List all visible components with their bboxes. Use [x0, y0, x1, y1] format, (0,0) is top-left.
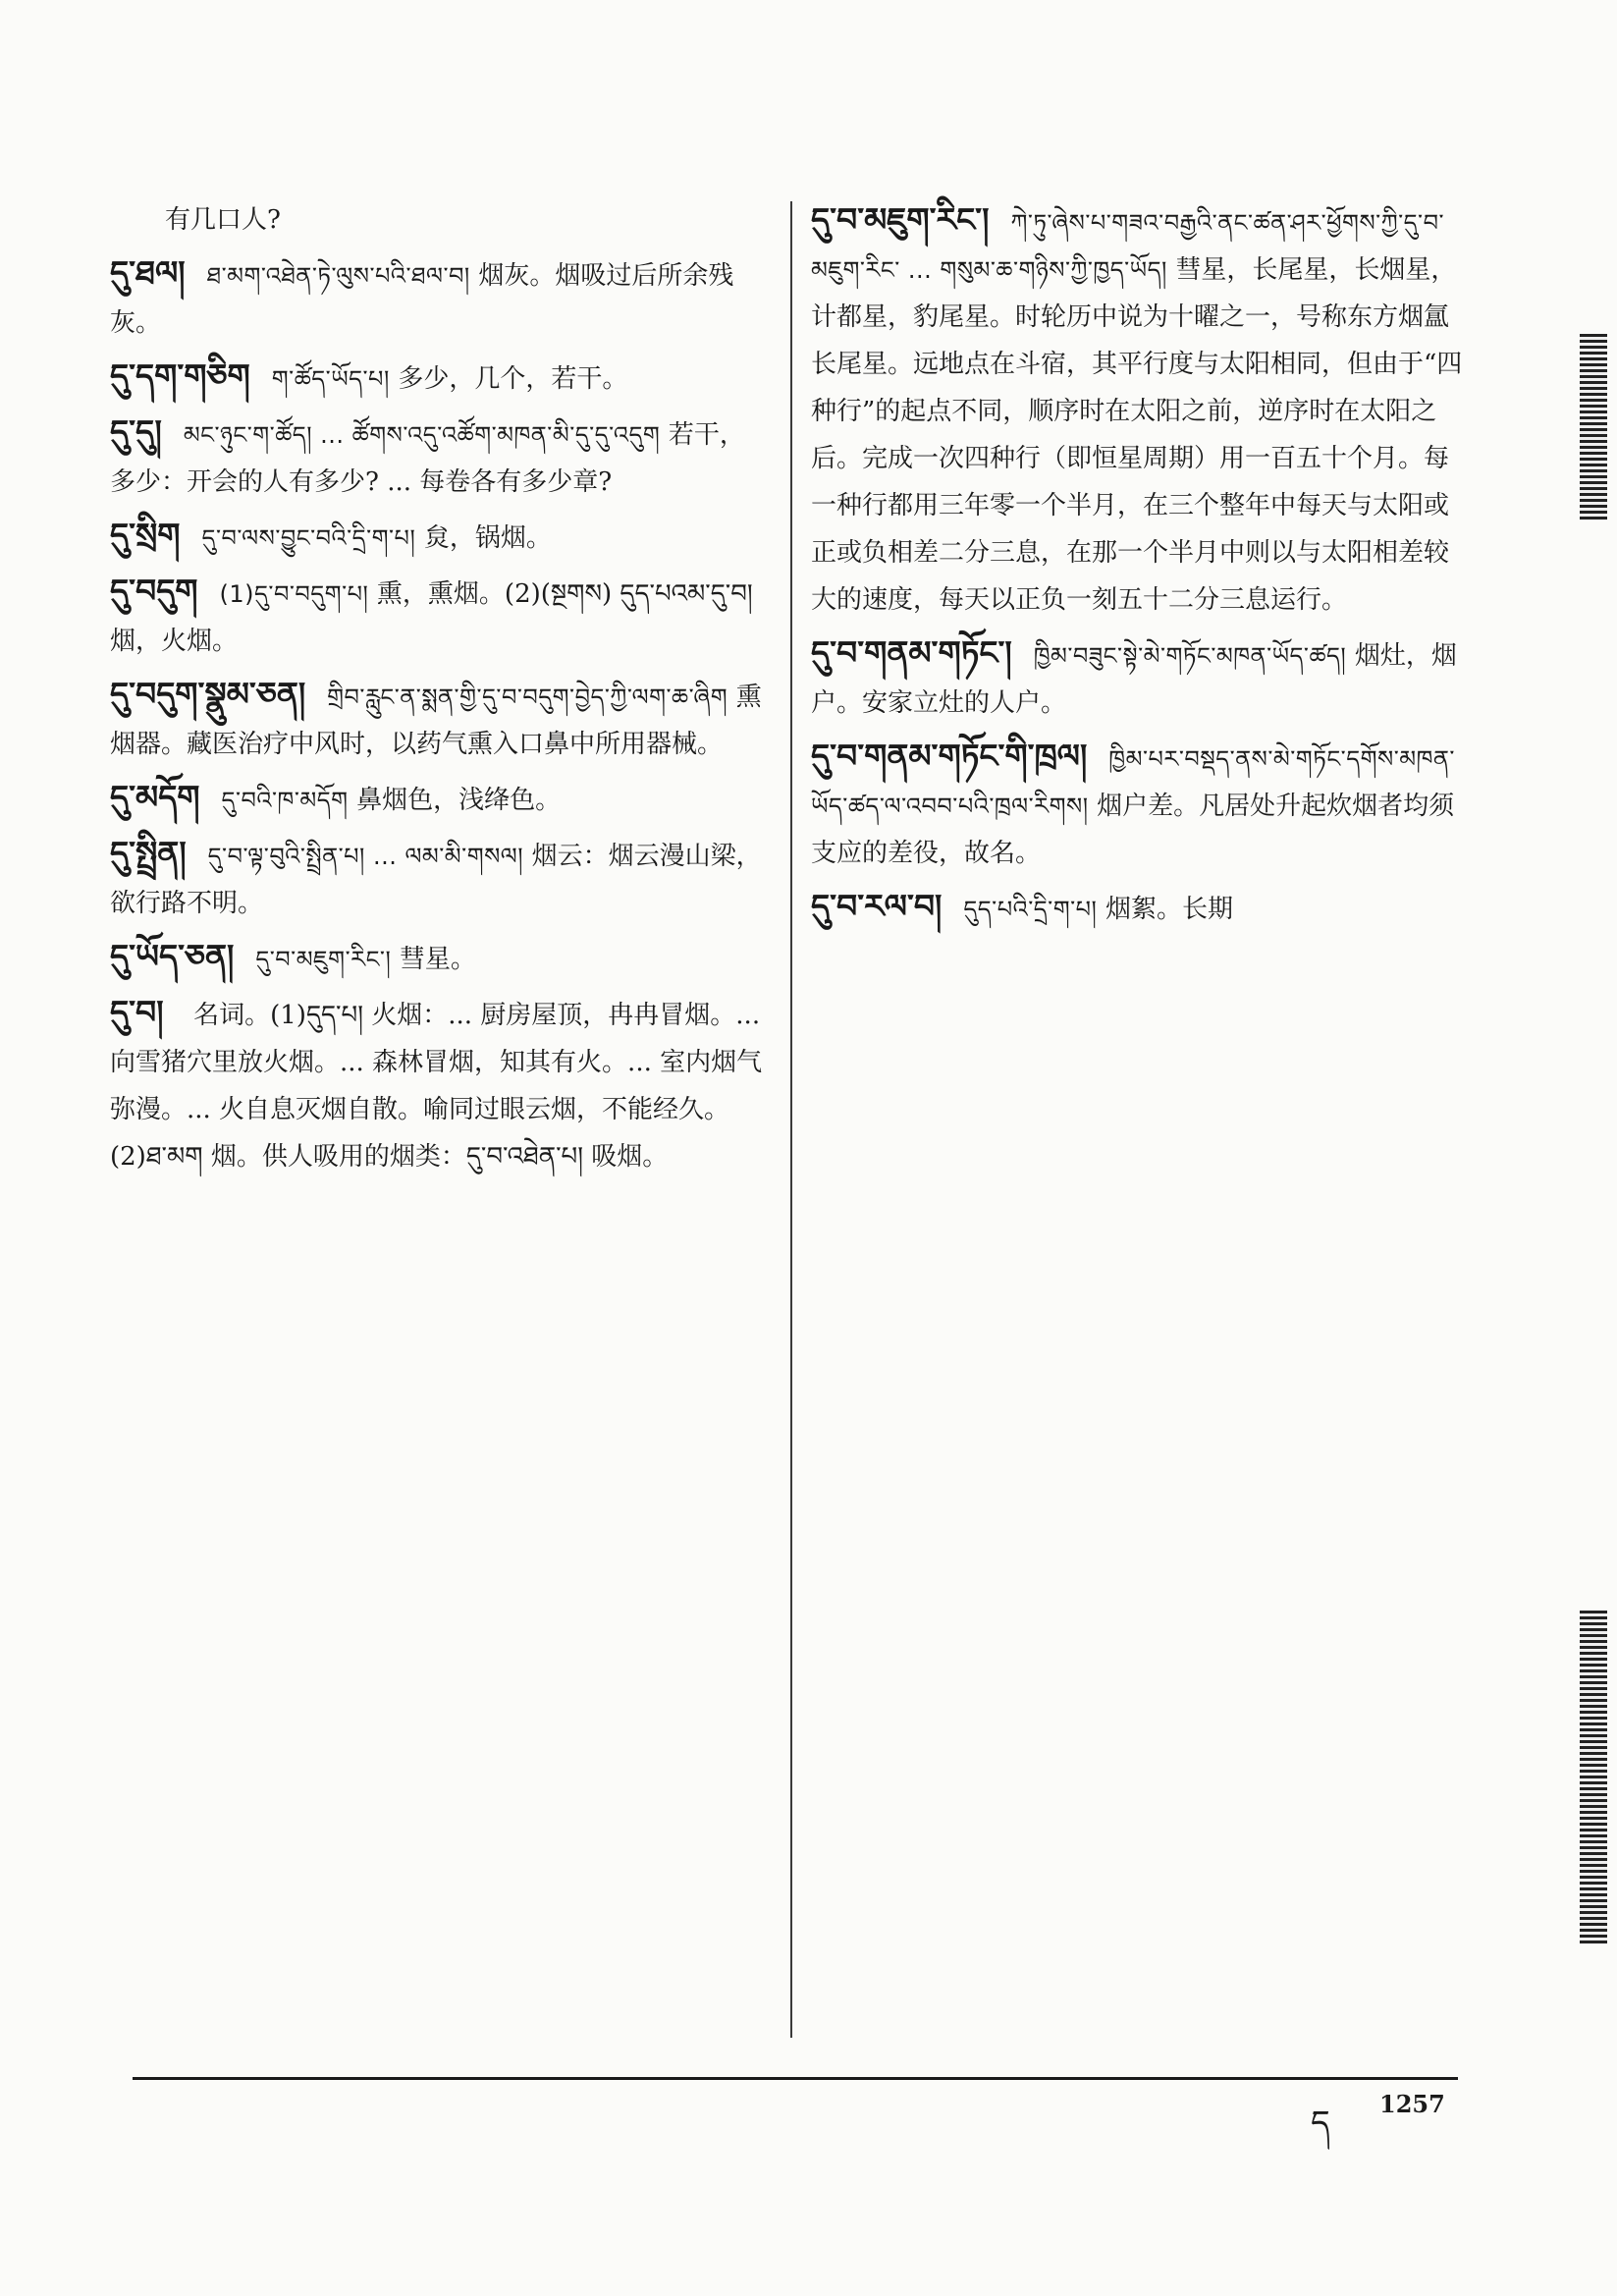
entry-chinese-definition: 炱，锅烟。: [423, 523, 552, 553]
dictionary-entry: [811, 883, 1469, 933]
dictionary-entry: [811, 629, 1469, 727]
entry-chinese-definition: 烟絮。长期: [1105, 895, 1233, 924]
entry-chinese-definition: 熏，熏烟。(2)(སྔགས) དུད་པའམ་དུ་བ། 烟，火烟。: [110, 579, 753, 656]
dictionary-entry: [110, 409, 766, 506]
entry-headword: དུ་ཡོད་ཅན།: [110, 937, 235, 975]
dictionary-entry: [110, 249, 766, 347]
dictionary-entry: [110, 989, 766, 1180]
entry-chinese-definition: 烟灰。烟吸过后所余残灰。: [110, 261, 734, 338]
bottom-rule: [133, 2077, 1458, 2080]
entry-headword: དུ་བ་མཇུག་རིང་།: [811, 200, 990, 239]
entry-chinese-definition: 多少，几个，若干。: [398, 364, 628, 394]
dictionary-entry: [110, 353, 766, 403]
page-number: 1257: [1379, 2090, 1445, 2118]
entry-headword: དུ་མདོག: [110, 778, 200, 816]
entry-tibetan-definition: ཁྱིམ་པར་བསྡད་ནས་མེ་གཏོང་དགོས་མཁན་ཡོད་ཚད་ལ་འབབ་པའི་ཁྲལ་རིགས།: [811, 745, 1455, 820]
dictionary-entry: [110, 512, 766, 562]
entry-chinese-definition: 烟户差。凡居处升起炊烟者均须支应的差役，故名。: [811, 792, 1455, 868]
entry-tibetan-definition: (1)དུ་བ་བདུག་པ།: [219, 580, 369, 608]
entry-headword: དུ་བ་གནམ་གཏོང་།: [811, 633, 1012, 672]
entry-tibetan-definition: དུ་བ་ལས་བྱུང་བའི་དྲི་ག་པ།: [201, 524, 416, 552]
entry-chinese-definition: 彗星，长尾星，长烟星，计都星，豹尾星。时轮历中说为十曜之一，号称东方烟氲长尾星。远地点在斗宿，其平行度与太阳相同，但由于“四种行”的起点不同，顺序时在太阳之前，逆序时在太阳之后。完成一次四种行（即恒星周期）用一百五十个月。每一种行都用三年零一个半月，在三个整年中每天与太阳或正或负相差二分三息，在那一个半月中则以与太阳相差较大的速度，每天以正负一刻五十二分三息运行。: [811, 255, 1463, 615]
entry-chinese-definition: 鼻烟色，浅绛色。: [356, 786, 562, 815]
dictionary-entry: [110, 568, 766, 665]
entry-headword: དུ་སྤྲིན།: [110, 834, 187, 872]
entry-tibetan-definition: དུ་བ་མཇུག་རིང་།: [255, 946, 392, 973]
entry-tibetan-definition: ཁྱིམ་བཟུང་སྟེ་མེ་གཏོང་མཁན་ཡོད་ཚད།: [1033, 642, 1347, 670]
entry-headword: དུ་དག་གཅིག: [110, 356, 250, 395]
entry-headword: དུ་བ།: [110, 993, 164, 1031]
entry-tibetan-definition: དུད་པའི་དྲི་ག་པ།: [963, 896, 1098, 923]
entry-chinese-definition: 熏烟器。藏医治疗中风时，以药气熏入口鼻中所用器械。: [110, 683, 762, 759]
section-letter: ད: [1311, 2104, 1330, 2143]
entry-tibetan-definition: ག་ཚོད་ཡོད་པ།: [271, 365, 390, 393]
left-column: [110, 196, 766, 1186]
entry-tibetan-definition: མང་ཉུང་ག་ཚོད། ... ཚོགས་འདུ་འཚོག་མཁན་མི་དུ་དུ་འདུག: [183, 421, 661, 449]
entry-headword: དུ་ཐལ།: [110, 253, 186, 292]
entry-tibetan-definition: དུ་བ་ལྟ་བུའི་སྤྲིན་པ། ... ལམ་མི་གསལ།: [207, 843, 524, 870]
scan-edge-mark: [1580, 334, 1607, 520]
scan-edge-mark: [1580, 1611, 1607, 1944]
column-divider: [790, 201, 792, 2038]
entry-headword: དུ་དུ།: [110, 412, 162, 451]
entry-chinese-definition: 名词。(1)དུད་པ། 火烟：... 厨房屋顶，冉冉冒烟。... 向雪猪穴里放火烟。... 森林冒烟，知其有火。... 室内烟气弥漫。... 火自息灭烟自散。喻同过眼云烟，不能经久。(2)ཐ་མག 烟。供人吸用的烟类：དུ་བ་འཐེན་པ། 吸烟。: [110, 1001, 763, 1172]
continuation-text: 有几口人?: [165, 205, 281, 235]
entry-headword: དུ་བདུག་སྣུམ་ཅན།: [110, 675, 306, 713]
entry-headword: དུ་བ་རལ་བ།: [811, 887, 943, 925]
dictionary-entry: [110, 933, 766, 983]
entry-headword: དུ་བདུག: [110, 572, 198, 610]
entry-chinese-definition: 烟云：烟云漫山梁，欲行路不明。: [110, 842, 762, 918]
dictionary-entry: [110, 671, 766, 768]
entry-tibetan-definition: ཐ་མག་འཐེན་ཏེ་ལུས་པའི་ཐལ་བ།: [206, 262, 470, 290]
dictionary-entry: [110, 830, 766, 927]
right-column: [811, 196, 1469, 939]
entry-tibetan-definition: དུ་བའི་ཁ་མདོག: [221, 787, 349, 814]
dictionary-entry: [811, 733, 1469, 877]
dictionary-entry: [110, 774, 766, 824]
entry-tibetan-definition: གྲིབ་རླུང་ན་སྨན་གྱི་དུ་བ་བདུག་བྱེད་ཀྱི་ལག་ཆ་ཞིག: [327, 683, 728, 711]
entry-chinese-definition: 烟灶，烟户。安家立灶的人户。: [811, 641, 1457, 718]
entry-chinese-definition: 彗星。: [399, 945, 476, 974]
entry-headword: དུ་སྲིག: [110, 516, 181, 554]
entry-headword: དུ་བ་གནམ་གཏོང་གི་ཁྲལ།: [811, 737, 1088, 775]
dictionary-entry: [811, 196, 1469, 624]
entry-tibetan-definition: ཀེ་ཏུ་ཞེས་པ་གཟའ་བརྒྱའི་ནང་ཚན་ཤར་ཕྱོགས་ཀྱི་དུ་བ་མཇུག་རིང་ ... གསུམ་ཆ་གཉིས་ཀྱི་ཁྱད་ཡོད།: [811, 209, 1444, 284]
entry-chinese-definition: 若干，多少：开会的人有多少? ... 每卷各有多少章?: [110, 420, 745, 497]
